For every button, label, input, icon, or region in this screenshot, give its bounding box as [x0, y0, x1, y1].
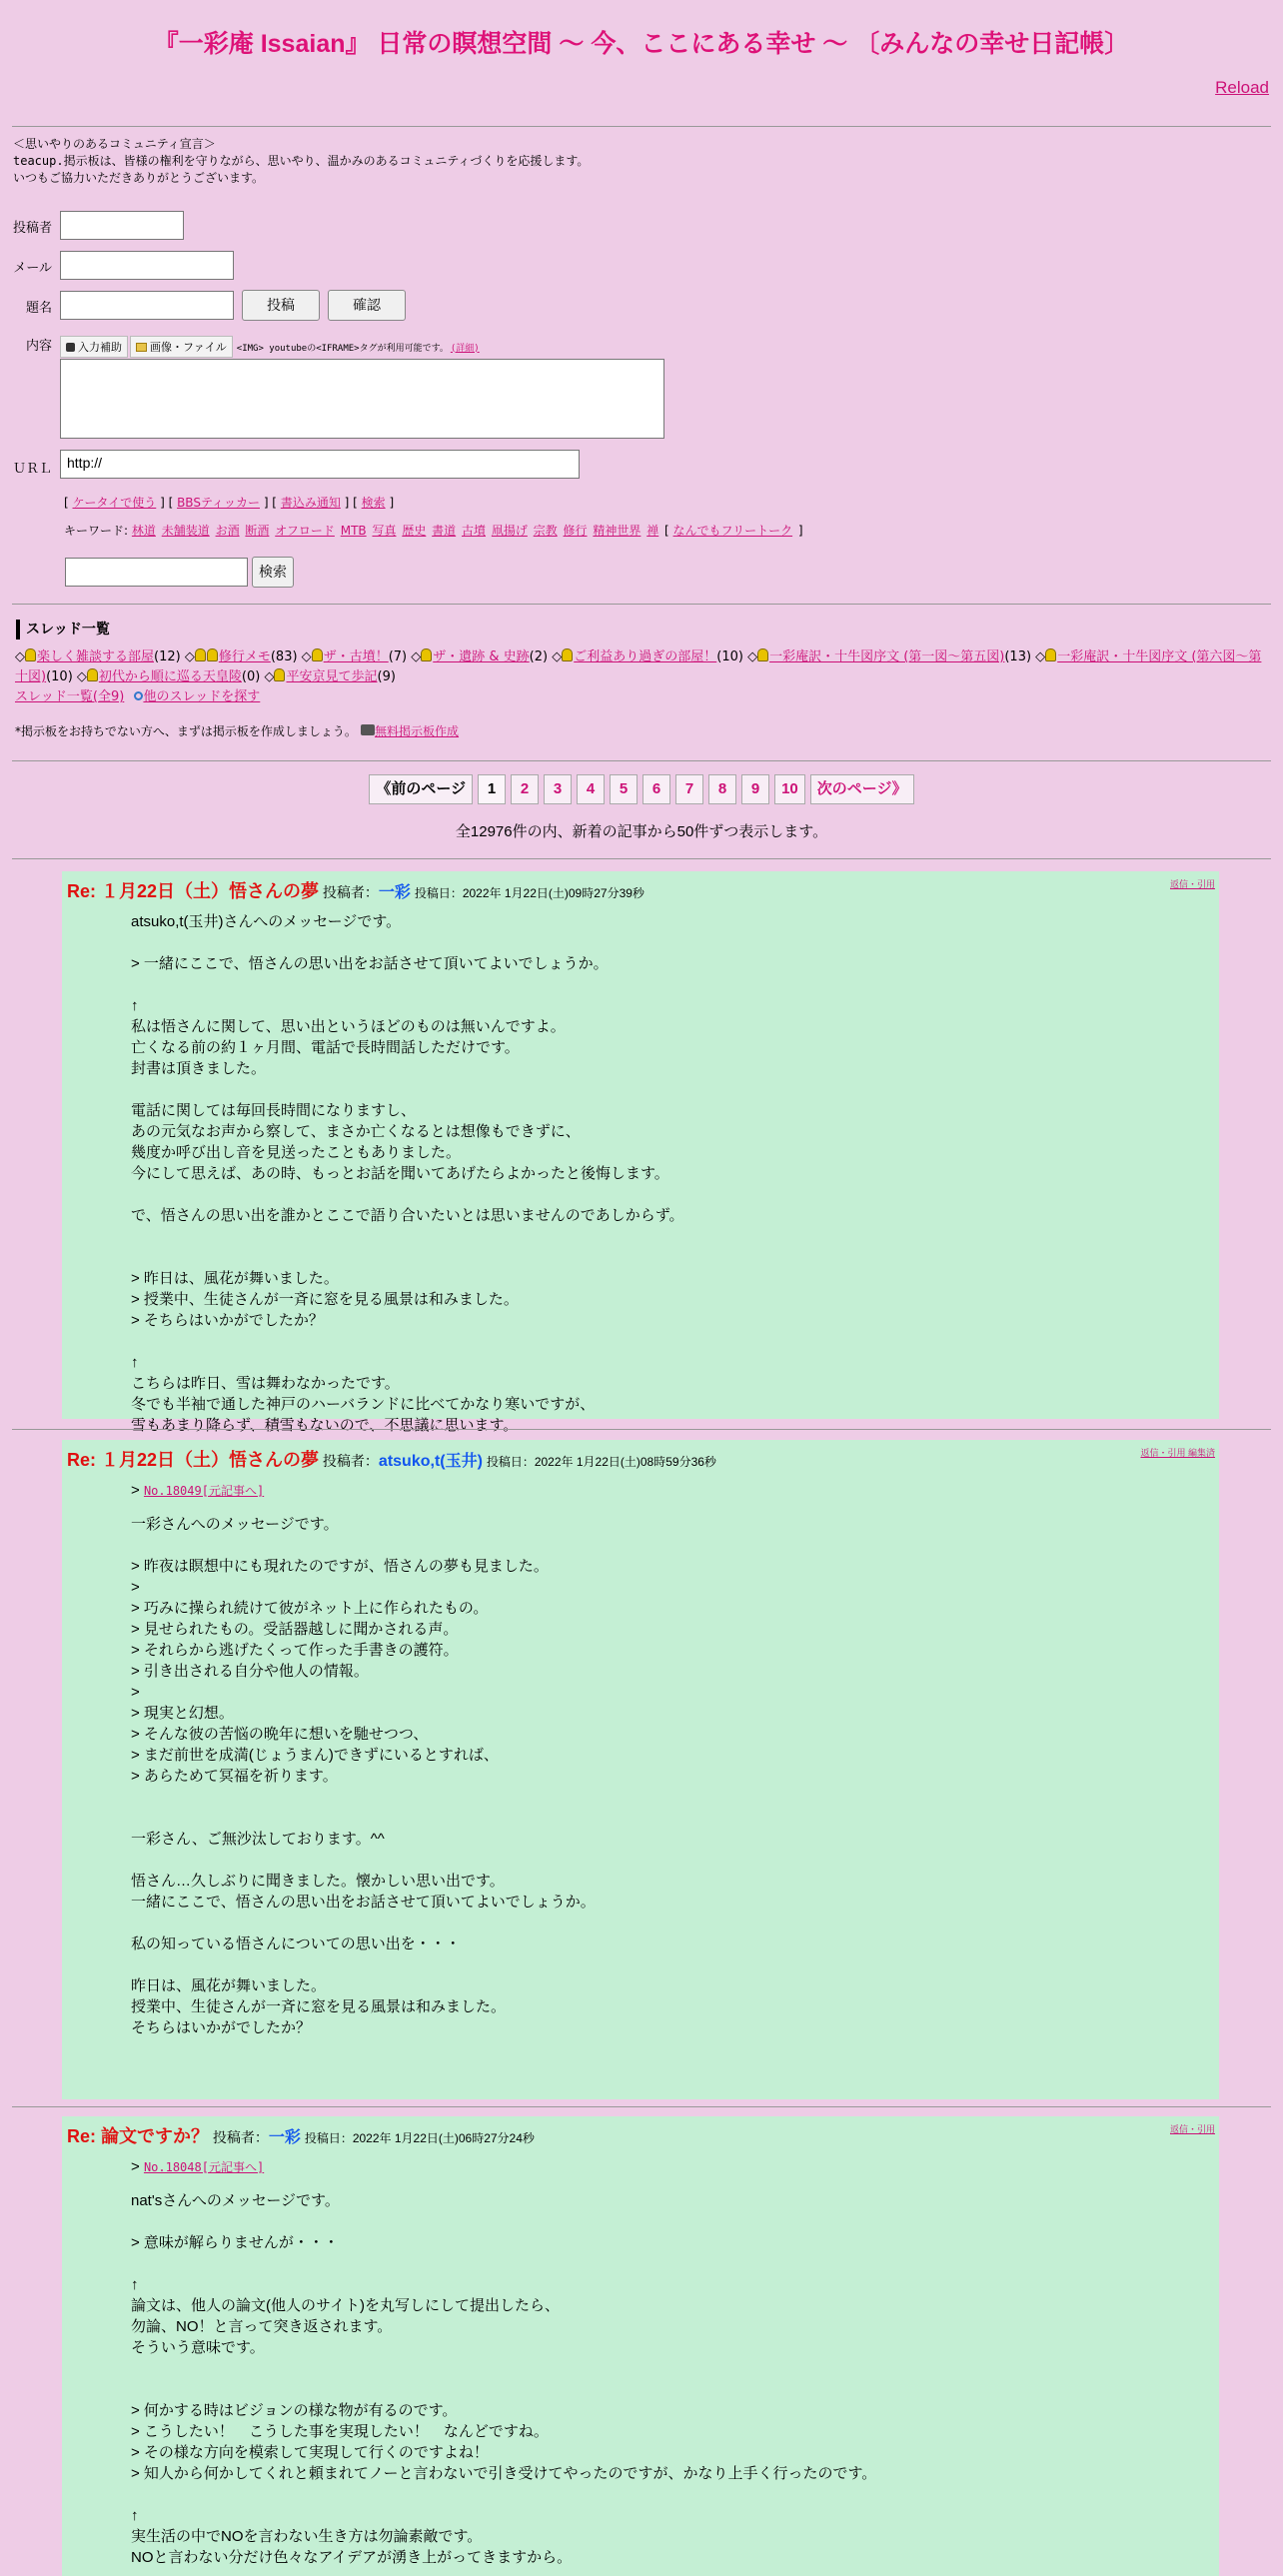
thread-count: (83): [270, 649, 298, 664]
keyword-link[interactable]: 禅: [646, 524, 659, 538]
search-input[interactable]: [65, 558, 248, 587]
divider: [12, 604, 1271, 605]
keyword-link[interactable]: 精神世界: [593, 524, 642, 538]
thread-link[interactable]: 修行メモ: [218, 649, 271, 664]
thread-link[interactable]: 楽しく雑談する部屋: [37, 649, 155, 664]
keyword-link[interactable]: 宗教: [533, 524, 558, 538]
subject-input[interactable]: [60, 291, 234, 320]
post: [62, 2116, 1219, 2576]
bulb-icon: [87, 668, 98, 681]
keyword-link[interactable]: 凧揚げ: [491, 524, 528, 538]
tag-detail-link[interactable]: (詳細): [450, 343, 480, 354]
tab-image-file-label: 画像・ファイル: [150, 341, 227, 354]
original-post-link[interactable]: No.18048[元記事へ]: [143, 2160, 265, 2174]
bulb-icon: [562, 648, 573, 661]
thread-count: (12): [154, 649, 181, 664]
thread-count: (7): [388, 649, 408, 664]
keyword-link[interactable]: 写真: [372, 524, 397, 538]
folder-icon: [136, 343, 147, 352]
post-author: 一彩: [268, 2129, 301, 2146]
tab-input-assist[interactable]: [60, 336, 128, 358]
keyword-link[interactable]: 断酒: [245, 524, 270, 538]
reply-quote-link[interactable]: 返信・引用 編集済: [1140, 1448, 1215, 1458]
author-label: 投稿者：: [322, 1453, 379, 1469]
bulb-icon: [25, 648, 36, 661]
post-body-text: nat'sさんへのメッセージです。 > 意味が解らりませんが・・・ ↑ 論文は、他人の論文(他人のサイト)を丸写しにして提出したら、 勿論、NO！と言って突き返されます。 そういう意味です。 > 何かする時はビジョンの様な物が有るのです。 > こうしたい！ こうした事を実現したい！ なんどですね。 > その様な方向を模索して実現して行くのですよね！ > 知人から何かしてくれと頼まれてノーと言わないで引き受けてやったのですが、かなり上手く行ったのです。 ↑ 実生活の中でNOを言わない生き方は勿論素敵です。 NOと言わない分だけ色々なアイデアが湧き上がってきますから。: [131, 2192, 877, 2566]
post-title: Re: １月22日（土）悟さんの夢: [67, 881, 320, 901]
board-icon: [361, 724, 375, 735]
author-label: 投稿者：: [212, 2129, 269, 2145]
url-input[interactable]: http://: [60, 450, 580, 479]
reload-link[interactable]: Reload: [1215, 78, 1269, 97]
thread-list-heading: スレッド一覧: [16, 620, 110, 640]
post-title: Re: １月22日（土）悟さんの夢: [67, 1450, 320, 1470]
mobile-link[interactable]: ケータイで使う: [72, 496, 157, 510]
editor-toolbar: [60, 336, 480, 358]
keyword-link[interactable]: 林道: [131, 524, 156, 538]
page-button[interactable]: 5: [610, 774, 638, 804]
create-board-link[interactable]: 無料掲示板作成: [375, 724, 460, 738]
mail-label: メール: [13, 261, 52, 276]
author-input[interactable]: [60, 211, 184, 240]
post: [62, 871, 1219, 1434]
thread-link[interactable]: ザ・遺跡 & 史跡: [433, 649, 530, 664]
keyword-link[interactable]: MTB: [340, 524, 367, 538]
divider: [12, 1429, 1271, 1430]
url-label: ＵＲＬ: [12, 462, 52, 477]
page-button[interactable]: 10: [774, 774, 805, 804]
post-body: atsuko,t(玉井)さんへのメッセージです。 > 一緒にここで、悟さんの思い出をお話させて頂いてよいでしょうか。 ↑ 私は悟さんに関して、思い出というほどのものは無いんですよ。 亡くなる前の約１ヶ月間、電話で長時間話しただけです。 封書は頂きました。 電話に関しては毎回長時間になりますし、 あの元気なお声から察して、まさか亡くなるとは想像もできずに、 幾度か呼び出し音を見送ったこともありました。 今にして思えば、あの時、もっとお話を聞いてあげたらよかったと後悔します。 で、悟さんの思い出を誰かとここで語り合いたいとは思いませんのであしからず。 > 昨日は、風花が舞いました。 > 授業中、生徒さんが一斉に窓を見る風景は和みました。 > そちらはいかがでしたか？ ↑ こちらは昨日、雪は舞わなかったです。 冬でも半袖で通した神戸のハーバランドに比べてかなり寒いですが、 雪もあまり降らず、積雪もないので、不思議に思います。: [131, 913, 684, 1434]
lock-icon: [66, 343, 75, 352]
content-label: 内容: [25, 339, 52, 354]
thread-count: (10): [46, 669, 73, 684]
pagination: [0, 774, 1283, 804]
post-header: [67, 1446, 716, 1472]
thread-link[interactable]: ご利益あり過ぎの部屋！: [574, 649, 717, 664]
thread-link[interactable]: 初代から順に巡る天皇陵: [98, 669, 242, 684]
mail-input[interactable]: [60, 251, 234, 280]
declaration-heading: ＜思いやりのあるコミュニティ宣言＞: [13, 137, 216, 151]
author-label: 投稿者: [12, 221, 52, 236]
thread-link[interactable]: 一彩庵訳・十牛図序文 (第一図～第五図): [769, 649, 1005, 664]
page-button[interactable]: 3: [544, 774, 572, 804]
divider: [12, 126, 1271, 127]
thread-link[interactable]: 平安京見て歩記: [286, 669, 378, 684]
post-body-text: 一彩さんへのメッセージです。 > 昨夜は瞑想中にも現れたのですが、悟さんの夢も見ました。 > > 巧みに操られ続けて彼がネット上に作られたもの。 > 見せられたもの。受話器越しに聞かされる声。 > それらから逃げたくって作った手書きの護符。 > 引き出される自分や他人の情報。 > > 現実と幻想。 > そんな彼の苦悩の晩年に想いを馳せつつ、 > まだ前世を成満(じょうまん)できずにいるとすれば、 > あらためて冥福を祈ります。 一彩さん、ご無沙汰しております。^^ 悟さん…久しぶりに聞きました。懐かしい思い出です。 一緒にここで、悟さんの思い出をお話させて頂いてよいでしょうか。 私の知っている悟さんについての思い出を・・・ 昨日は、風花が舞いました。 授業中、生徒さんが一斉に窓を見る風景は和みました。 そちらはいかがでしたか？: [131, 1516, 596, 2036]
keyword-link[interactable]: お酒: [215, 524, 240, 538]
post-header: [67, 2122, 535, 2148]
keyword-link[interactable]: オフロード: [275, 524, 335, 538]
confirm-button[interactable]: 確認: [328, 290, 406, 321]
page-button[interactable]: 2: [511, 774, 539, 804]
thread-count: (9): [377, 669, 396, 684]
keyword-link[interactable]: 未舗装道: [161, 524, 210, 538]
thread-count: (0): [241, 669, 261, 684]
bulb-icon: [207, 648, 218, 661]
page-button[interactable]: 7: [675, 774, 703, 804]
post-header: [67, 877, 644, 903]
bulb-icon: [421, 648, 432, 661]
keyword-link[interactable]: 書道: [432, 524, 457, 538]
tag-note: <IMG> youtubeの<IFRAME>タグが利用可能です。: [236, 343, 449, 354]
utility-links: [ ケータイで使う ] [ BBSティッカー ] [ 書込み通知 ] [ 検索 ]: [64, 496, 395, 510]
keyword-link[interactable]: 歴史: [402, 524, 427, 538]
post-author: atsuko,t(玉井): [378, 1453, 483, 1470]
post-body: > No.18048[元記事へ]: [131, 2158, 265, 2175]
divider: [12, 858, 1271, 859]
thread-link[interactable]: 一彩庵訳・十牛図序文 (第六図～第十図): [15, 649, 1262, 684]
total-count: 全12976件の内、新着の記事から50件ずつ表示します。: [455, 823, 828, 840]
community-declaration: [13, 136, 589, 187]
post-button[interactable]: 投稿: [242, 290, 320, 321]
thread-count: (2): [529, 649, 549, 664]
bulb-icon: [312, 648, 323, 661]
keyword-link[interactable]: 古墳: [462, 524, 487, 538]
thread-count: (13): [1004, 649, 1032, 664]
bulb-icon: [757, 648, 768, 661]
page-button[interactable]: 4: [577, 774, 605, 804]
reply-quote-link[interactable]: 返信・引用: [1169, 879, 1215, 889]
divider: [12, 2106, 1271, 2107]
bulb-icon: [195, 648, 206, 661]
subject-label: 題名: [25, 301, 52, 316]
divider: [12, 760, 1271, 761]
find-threads-link[interactable]: 他のスレッドを探す: [143, 689, 261, 704]
post: [62, 1440, 1219, 2099]
next-page-button[interactable]: 次のページ》: [810, 774, 914, 804]
original-post-link[interactable]: No.18049[元記事へ]: [143, 1484, 265, 1498]
search-button[interactable]: 検索: [252, 557, 294, 588]
post-title: Re: 論文ですか？: [67, 2126, 210, 2146]
declaration-text: teacup.掲示板は、皆様の権利を守りながら、思いやり、温かみのあるコミュニティづくりを応援します。: [13, 154, 590, 168]
keyword-links: キーワード: 林道 未舗装道 お酒 断酒 オフロード MTB 写真 歴史 書道 古墳 凧揚げ 宗教 修行 精神世界 禅 [ なんでもフリートーク ]: [64, 524, 803, 538]
bulb-icon: [274, 668, 285, 681]
author-label: 投稿者：: [322, 884, 379, 900]
thread-list: ◇ 楽しく雑談する部屋(12) ◇ 修行メモ(83) ◇ ザ・古墳！(7) ◇ ザ・遺跡 & 史跡(2) ◇ ご利益あり過ぎの部屋！(10) ◇ 一彩庵訳・十牛図序文 (第一図～第五図)(13) ◇ 一彩庵訳・十牛図序文 (第六図～第十図)(10) ◇ 初代から順に巡る天皇陵(0) ◇ 平安京見て歩記(9) スレッド一覧(全9) 他のスレッドを探す *掲示板をお持ちでない方へ、まずは掲示板を作成しましょう。 無料掲示板作成: [15, 649, 1262, 738]
page-button[interactable]: 1: [478, 774, 506, 804]
page-button[interactable]: 8: [708, 774, 736, 804]
keyword-link[interactable]: 修行: [563, 524, 588, 538]
post-author: 一彩: [378, 884, 411, 901]
all-threads-link[interactable]: スレッド一覧(全9): [15, 689, 125, 704]
page-button[interactable]: 9: [741, 774, 769, 804]
page-button[interactable]: 6: [642, 774, 670, 804]
thread-count: (10): [716, 649, 743, 664]
bulb-icon: [1045, 648, 1056, 661]
free-talk-link[interactable]: なんでもフリートーク: [672, 524, 793, 538]
thread-link[interactable]: ザ・古墳！: [323, 649, 389, 664]
tab-input-assist-label: 入力補助: [78, 341, 122, 354]
prev-page-button[interactable]: 《前のページ: [369, 774, 473, 804]
post-body: > No.18049[元記事へ]: [131, 1482, 265, 1499]
reply-quote-link[interactable]: 返信・引用: [1169, 2124, 1215, 2134]
post-date: 投稿日：2022年 1月22日(土)09時27分39秒: [414, 886, 644, 900]
search-link[interactable]: 検索: [361, 496, 386, 510]
tab-image-file[interactable]: [130, 336, 233, 358]
notify-link[interactable]: 書込み通知: [280, 496, 341, 510]
content-textarea[interactable]: [60, 359, 664, 439]
post-date: 投稿日：2022年 1月22日(土)08時59分36秒: [486, 1455, 716, 1469]
declaration-thanks: いつもご協力いただきありがとうございます。: [13, 171, 265, 185]
page-title: 『一彩庵 Issaian』 日常の瞑想空間 ～ 今、ここにある幸せ ～ 〔みんなの幸せ日記帳〕: [153, 30, 1130, 58]
ticker-link[interactable]: BBSティッカー: [177, 496, 260, 510]
post-date: 投稿日：2022年 1月22日(土)06時27分24秒: [304, 2131, 535, 2145]
promo-text: *掲示板をお持ちでない方へ、まずは掲示板を作成しましょう。: [15, 724, 357, 738]
keyword-label: キーワード:: [64, 524, 129, 538]
